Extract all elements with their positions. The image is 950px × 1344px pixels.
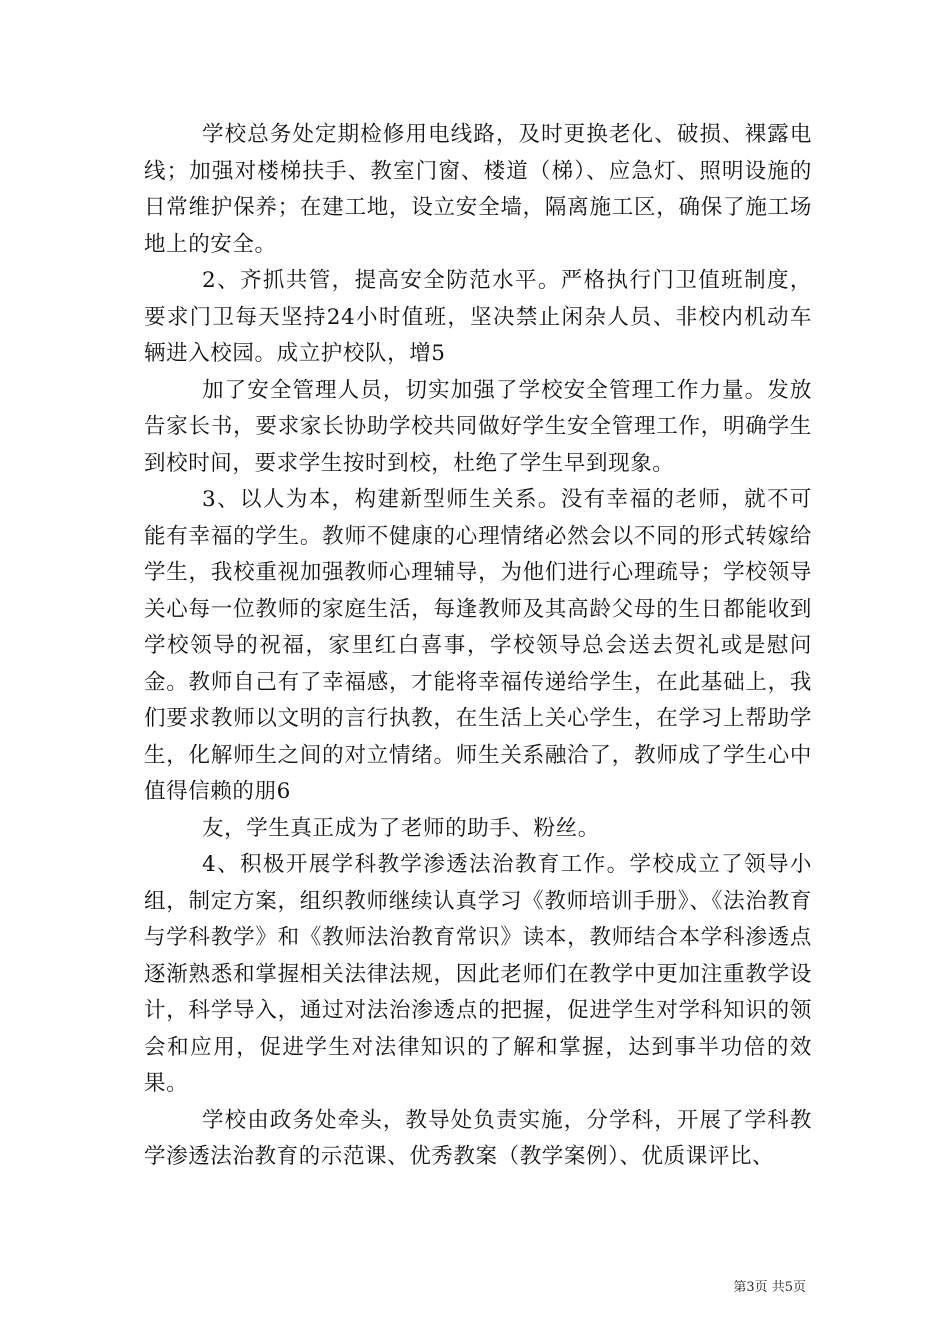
paragraph: 2、齐抓共管，提高安全防范水平。严格执行门卫值班制度，要求门卫每天坚持24小时值班，坚决禁止闲杂人员、非校内机动车辆进入校园。成立护校队，增5 [144, 268, 812, 366]
paragraph: 学校总务处定期检修用电线路，及时更换老化、破损、裸露电线；加强对楼梯扶手、教室门窗、楼道（梯）、应急灯、照明设施的日常维护保养；在建工地，设立安全墙，隔离施工区，确保了施工场地上的安全。 [144, 122, 812, 257]
paragraph: 学校由政务处牵头，教导处负责实施，分学科，开展了学科教学渗透法治教育的示范课、优秀教案（教学案例）、优质课评比、 [144, 1107, 812, 1169]
paragraph: 友，学生真正成为了老师的助手、粉丝。 [202, 815, 600, 841]
document-body [144, 117, 812, 1176]
page-number: 第3页 共5页 [733, 1280, 806, 1295]
paragraph: 4、积极开展学科教学渗透法治教育工作。学校成立了领导小组，制定方案，组织教师继续认真学习《教师培训手册》、《法治教育与学科教学》和《教师法治教育常识》读本，教师结合本学科渗透点逐渐熟悉和掌握相关法律法规，因此老师们在教学中更加注重教学设计，科学导入，通过对法治渗透点的把握，促进学生对学科知识的领会和应用，促进学生对法律知识的了解和掌握，达到事半功倍的效果。 [144, 852, 812, 1096]
paragraph: 加了安全管理人员，切实加强了学校安全管理工作力量。发放告家长书，要求家长协助学校共同做好学生安全管理工作，明确学生到校时间，要求学生按时到校，杜绝了学生早到现象。 [144, 377, 812, 476]
paragraph: 3、以人为本，构建新型师生关系。没有幸福的老师，就不可能有幸福的学生。教师不健康的心理情绪必然会以不同的形式转嫁给学生，我校重视加强教师心理辅导，为他们进行心理疏导；学校领导关心每一位教师的家庭生活，每逢教师及其高龄父母的生日都能收到学校领导的祝福，家里红白喜事，学校领导总会送去贺礼或是慰问金。教师自己有了幸福感，才能将幸福传递给学生，在此基础上，我们要求教师以文明的言行执教，在生活上关心学生，在学习上帮助学生，化解师生之间的对立情绪。师生关系融洽了，教师成了学生心中值得信赖的朋6 [144, 487, 812, 804]
